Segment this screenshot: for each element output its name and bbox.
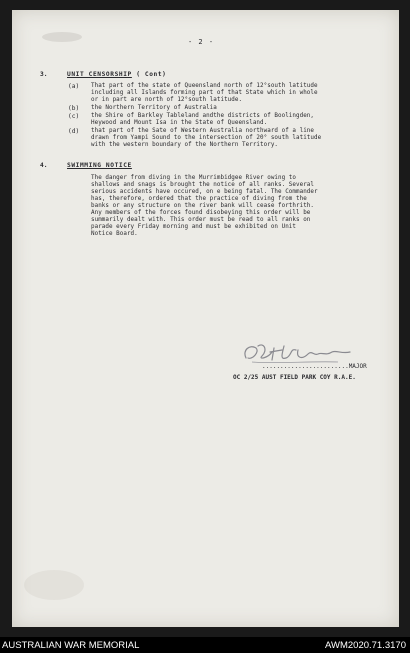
item-line: Heywood and Mount Isa in the State of Queensland. [91,120,268,126]
paper-stain [24,570,84,600]
section-heading-suffix: ( Cont) [131,71,167,78]
body-line: serious accidents have occured, on e being fatal. The Commander [91,189,318,195]
item-line: drawn from Yampi Sound to the intersection of 20° south latitude [91,135,322,141]
item-line: the Northern Territory of Australia [91,105,217,111]
item-line: including all Islands forming part of that State which in whole [91,90,318,96]
document-page [12,10,399,627]
footer-institution: AUSTRALIAN WAR MEMORIAL [2,640,140,651]
section-heading-underlined: SWIMMING NOTICE [67,162,132,169]
body-line: shallows and snags is brought the notice of all ranks. Several [91,182,314,188]
item-marker: (c) [68,113,80,120]
signature-unit: OC 2/25 AUST FIELD PARK COY R.A.E. [233,374,356,381]
body-line: The danger from diving in the Murrimbidgee River owing to [91,175,296,181]
body-line: banks or any structure on the river bank will cease forthrith. [91,203,314,209]
item-marker: (d) [68,128,80,135]
item-line: That part of the state of Queensland north of 12°south latitude [91,83,318,89]
footer-accession-number: AWM2020.71.3170 [325,640,406,651]
archive-footer [0,637,410,653]
section-number: 3. [40,71,48,78]
body-line: Notice Board. [91,231,138,237]
section-heading-underlined: UNIT CENSORSHIP [67,71,132,78]
paper-stain [42,32,82,42]
section-heading [67,71,167,78]
item-line: the Shire of Barkley Tableland andthe districts of Boolingden, [91,113,314,119]
item-marker: (b) [68,105,80,112]
item-marker: (a) [68,83,80,90]
body-line: parade every Friday morning and must be exhibited on Unit [91,224,296,230]
page-number: - 2 - [188,38,215,46]
body-line: has, therefore, ordered that the practice of diving from the [91,196,307,202]
item-line: that part of the Sate of Western Australia northward of a line [91,128,314,134]
item-line: or in part are north of 12°south latitude. [91,97,243,103]
section-number: 4. [40,162,48,169]
body-line: summarily dealt with. This order must be read to all ranks on [91,217,311,223]
body-line: Any members of the forces found disobeying this order will be [91,210,311,216]
signature-line: ........................MAJOR [262,363,367,370]
section-heading [67,162,132,169]
item-line: with the western boundary of the Northern Territory. [91,142,279,148]
